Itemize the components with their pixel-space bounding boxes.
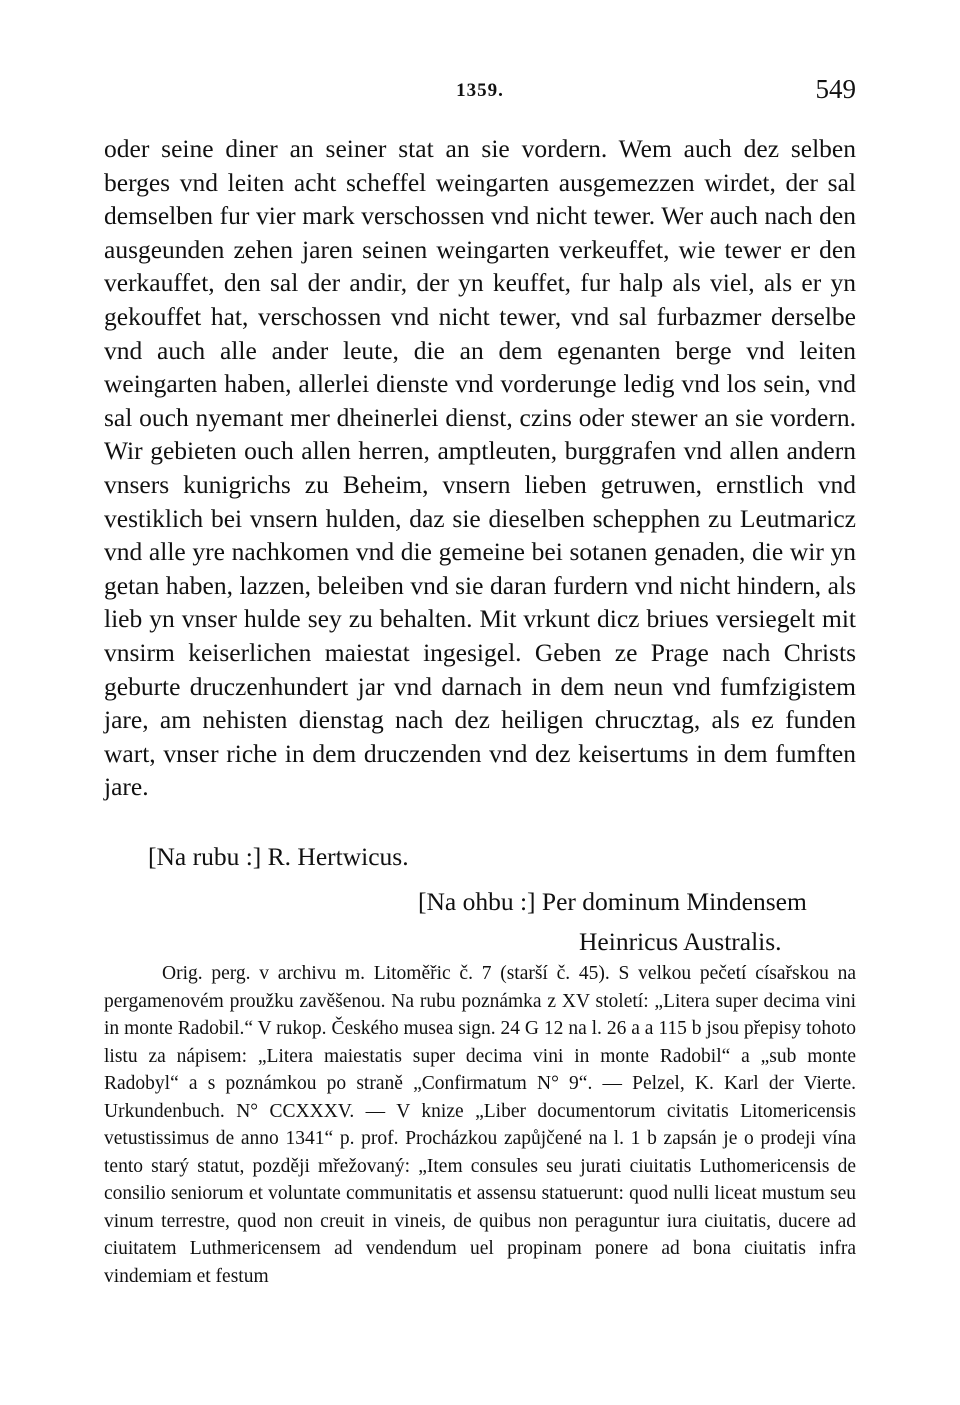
page-number: 549 [815,74,856,104]
charter-text [104,132,856,804]
editorial-notes [104,960,856,1290]
running-head [104,74,856,114]
signature-fold-line2: Heinricus Australis. [579,927,782,956]
signature-fold-line1: [Na ohbu :] Per dominum Mindensem [418,887,807,916]
signature-fold [418,882,807,962]
header-year: 1359. [456,80,504,101]
signature-reverse: [Na rubu :] R. Hertwicus. [148,842,409,871]
notes-paragraph: Orig. perg. v archivu m. Litoměřic č. 7 (starší č. 45). S velkou pečetí císařskou na pergamenovém proužku zavěšenou. Na rubu poznámka z XV století: „Litera super decima vini in monte Radobil.“ V rukop. Českého musea sign. 24 G 12 na l. 26 a a 115 b jsou přepisy tohoto listu za nápisem: „Litera maiestatis super decima vini in monte Radobil“ a „sub monte Radobyl“ a s poznámkou po straně „Confirmatum N° 9“. — Pelzel, K. Karl der Vierte. Urkundenbuch. N° CCXXXV. — V knize „Liber documentorum civitatis Litomericensis vetustissimus de anno 1341“ p. prof. Procházkou zapůjčené na l. 1 b zapsán je o prodeji vína tento starý statut, později mřežovaný: „Item consules seu jurati ciuitatis Luthomericensis de consilio seniorum et voluntate communitatis et assensu statuerunt: quod nulli liceat mustum seu vinum terrestre, quod non creuit in vineis, de quibus non peraguntur iura ciuitatis, ducere ad ciuitatem Luthmericensem ad vendendum uel propinam ponere ad bona ciuitatis infra vindemiam et festum [104,963,856,1287]
charter-paragraph: oder seine diner an seiner stat an sie vordern. Wem auch dez selben berges vnd leiten acht scheffel weingarten ausgemezzen wirdet, der sal demselben fur vier mark verschossen vnd nicht tewer. Wer auch nach den ausgeunden zehen jaren seinen weingarten verkeuffet, wie tewer er den verkauffet, den sal der andir, der yn keuffet, fur halp als viel, als er yn gekouffet hat, verschossen vnd nicht tewer, vnd sal furbazmer derselbe vnd auch alle ander leute, die an dem egenanten berge vnd leiten weingarten haben, allerlei dienste vnd vorderunge ledig vnd los sein, vnd sal ouch nyemant mer dheinerlei dienst, czins oder stewer an sie vordern. Wir gebieten ouch allen herren, amptleuten, burggrafen vnd allen andern vnsers kunigrichs zu Beheim, vnsern lieben getruwen, ernstlich vnd vestiklich bei vnsern hulden, daz sie dieselben schepphen zu Leutmaricz vnd alle yre nachkomen vnd die gemeine bei sotanen genaden, die wir yn getan haben, lazzen, beleiben vnd sie daran furdern vnd nicht hindern, als lieb yn vnser hulde sey zu behalten. Mit vrkunt dicz briues versiegelt mit vnsirm keiserlichen maiestat ingesigel. Geben ze Prage nach Christs geburte druczenhundert jar vnd darnach in dem neun vnd fumfzigistem jare, am nehisten dienstag nach dez heiligen chrucztag, als ez funden wart, vnser riche in dem druczenden vnd dez keisertums in dem fumften jare. [104,134,856,802]
